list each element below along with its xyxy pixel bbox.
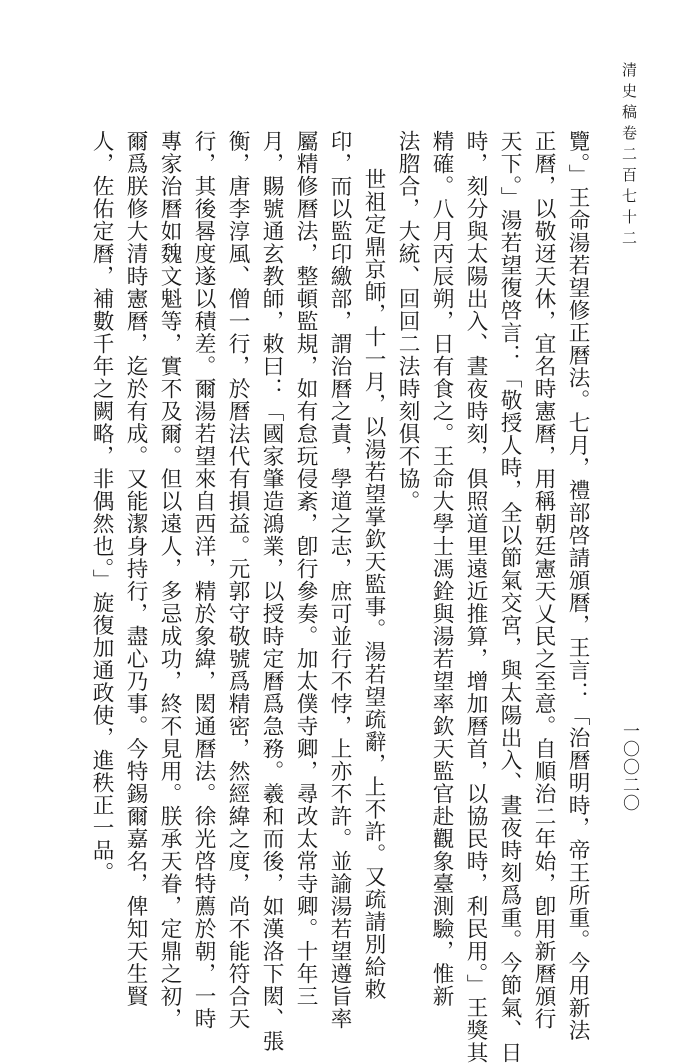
text-column: 印，而以監印繳部，謂治曆之責，學道之志，庶可並行不悖，上亦不許。並諭湯若望遵旨率 bbox=[327, 130, 352, 1030]
text-column: 正曆，以敬迓天休，宜名時憲曆，用稱朝廷憲天乂民之至意。自順治二年始，卽用新曆頒行 bbox=[531, 130, 556, 1030]
running-header: 清史稿卷二百七十二 bbox=[620, 62, 638, 251]
text-column: 法脗合，大統、回回二法時刻俱不協。 bbox=[395, 130, 420, 513]
text-column: 行，其後晷度遂以積差。爾湯若望來自西洋，精於象緯，閎通曆法。徐光啓特薦於朝，一時 bbox=[191, 130, 216, 1030]
text-column: 衡，唐李淳風、僧一行，於曆法代有損益。元郭守敬號爲精密，然經緯之度，尚不能符合天 bbox=[225, 130, 250, 1030]
text-column: 月，賜號通玄教師，敕曰：「國家肇造鴻業，以授時定曆爲急務。羲和而後，如漢洛下閎、張 bbox=[259, 130, 284, 1053]
text-column: 世祖定鼎京師，十一月，以湯若望掌欽天監事。湯若望疏辭，上不許。又疏請別給敕 bbox=[361, 168, 386, 1001]
text-column: 時，刻分與太陽出入、晝夜時刻，俱照道里遠近推算，增加曆首，以協民時，利民用。」王獎其 bbox=[463, 130, 488, 1064]
text-column: 覽。」王命湯若望修正曆法。七月，禮部啓請頒曆，王言：「治曆明時，帝王所重。今用新法 bbox=[565, 130, 590, 1042]
text-column: 人，佐佑定曆，補數千年之闕略，非偶然也。」旋復加通政使，進秩正一品。 bbox=[89, 130, 114, 885]
text-column: 屬精修曆法，整頓監規，如有怠玩侵紊，卽行參奏。加太僕寺卿，尋改太常寺卿。十年三 bbox=[293, 130, 318, 1008]
page-number: 一〇〇二〇 bbox=[619, 722, 639, 812]
text-column: 專家治曆如魏文魁等，實不及爾。但以遠人，多忌成功，終不見用。朕承天眷，定鼎之初， bbox=[157, 130, 182, 1030]
text-column: 爾爲朕修大清時憲曆，迄於有成。又能潔身持行，盡心乃事。今特錫爾嘉名，俾知天生賢 bbox=[123, 130, 148, 1008]
text-column: 天下。」湯若望復啓言：「敬授人時，全以節氣交宮，與太陽出入、晝夜時刻爲重。今節氣、日 bbox=[497, 130, 522, 1064]
text-column: 精確。八月丙辰朔，日有食之。王命大學士馮銓與湯若望率欽天監官赴觀象臺測驗，惟新 bbox=[429, 130, 454, 1008]
